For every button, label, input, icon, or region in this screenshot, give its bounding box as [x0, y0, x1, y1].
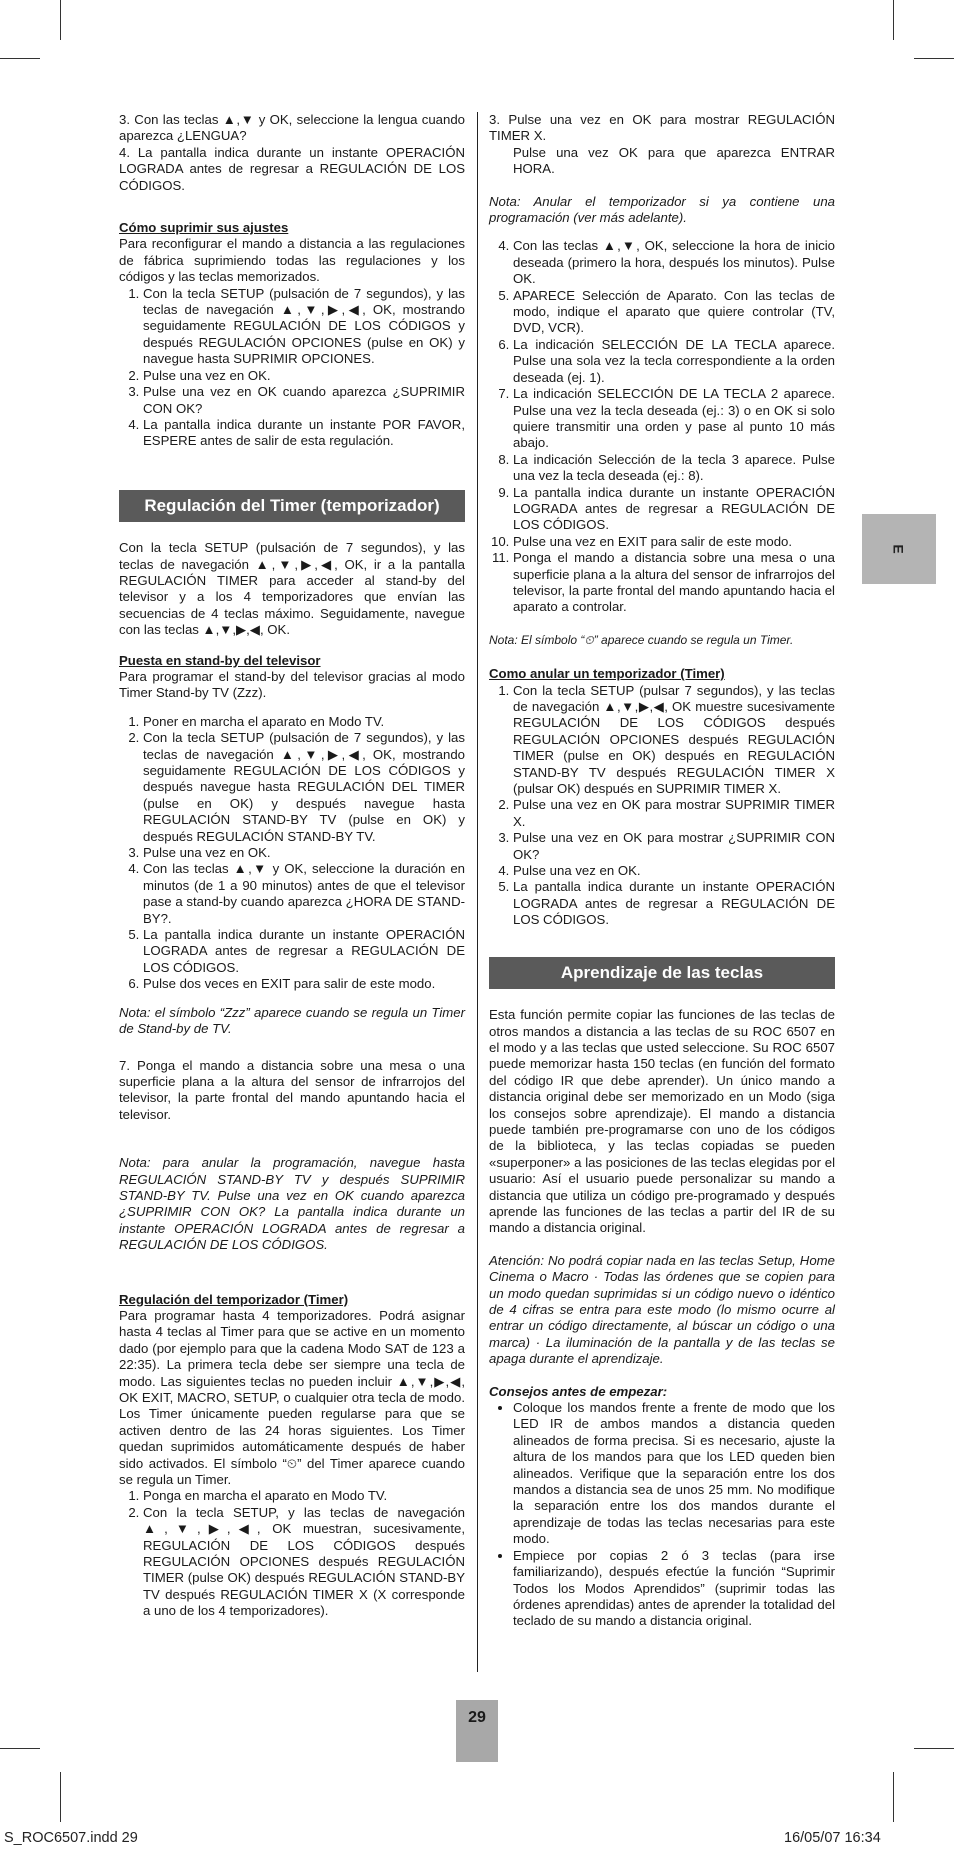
timer-steps — [489, 238, 835, 615]
timer-section-header: Regulación del Timer (temporizador) — [119, 490, 465, 522]
list-item: 4. Pulse una vez en OK. — [513, 863, 835, 879]
crop-mark — [0, 58, 40, 59]
list-item: • Empiece por copias 2 ó 3 teclas (para irse familiarizando), después efectúe la función “Suprimir Todos los Modos Aprendidos” (suprimir todas las órdenes aprendidas) antes de aprender la totalidad del teclado de su mando a distancia original. — [513, 1548, 835, 1630]
list-item: 2. Pulse una vez en OK. — [143, 368, 465, 384]
delete-settings-steps — [119, 286, 465, 450]
list-item: 2. Con la tecla SETUP (pulsación de 7 segundos), y las teclas de navegación ▲,▼,▶,◀, OK, mostrando seguidamente REGULACIÓN DE LOS CÓDIGOS y después navegue hasta REGULACIÓN DEL TIMER (pulse en OK) y después navegue hasta REGULACIÓN STAND-BY TV (pulse en OK) y después REGULACIÓN STAND-BY TV. — [143, 730, 465, 845]
footer-file-name: S_ROC6507.indd 29 — [4, 1830, 138, 1846]
list-item: 3. Pulse una vez en OK cuando aparezca ¿SUPRIMIR CON OK? — [143, 384, 465, 417]
tips-heading: Consejos antes de empezar: — [489, 1383, 668, 1399]
zzz-note: Nota: el símbolo “Zzz” aparece cuando se regula un Timer de Stand-by de TV. — [119, 1004, 465, 1037]
lang-step-4: 4. La pantalla indica durante un instante OPERACIÓN LOGRADA antes de regresar a REGULACIÓN DE LOS CÓDIGOS. — [119, 144, 465, 193]
right-column — [489, 112, 835, 1630]
timer-step-3: 3. Pulse una vez en OK para mostrar REGULACIÓN TIMER X. — [489, 112, 835, 144]
list-item: 1. Con la tecla SETUP (pulsar 7 segundos), y las teclas de navegación ▲,▼,▶,◀, OK muestre sucesivamente REGULACIÓN DE LOS CÓDIGOS después REGULACIÓN OPCIONES después REGULACIÓN TIMER (pulse en OK) después en REGULACIÓN STAND-BY TV después REGULACIÓN TIMER X (pulsar OK) después en SUPRIMIR TIMER X. — [513, 683, 835, 798]
timer-cancel-note: Nota: Anular el temporizador si ya contiene una programación (ver más adelante). — [489, 193, 835, 226]
timer-regulation-intro: Para programar hasta 4 temporizadores. Podrá asignar hasta 4 teclas al Timer para que se active en un momento dado (por ejemplo para que la cadena Modo SAT de 123 a 22:35). La primera tecla debe ser siempre una tecla de modo. Las siguientes teclas no pueden incluir ▲,▼,▶,◀, OK EXIT, MACRO, SETUP, o cualquier otra tecla de modo. Los Timer únicamente pueden regularse para que se activen dentro de las 24 horas siguientes. Los Timer quedan suprimidos automáticamente después de haber sido activados. El símbolo “⏲” del Timer aparece cuando se regula un Timer. — [119, 1307, 465, 1488]
list-item: 2. Con la tecla SETUP, y las teclas de navegación ▲,▼,▶,◀, OK muestran, sucesivamente, REGULACIÓN DE LOS CÓDIGOS después REGULACIÓN OPCIONES después REGULACIÓN TIMER (pulse OK) después REGULACIÓN STAND-BY TV después REGULACIÓN TIMER X (X corresponde a uno de los 4 temporizadores). — [143, 1505, 465, 1620]
timer-step-3-detail: Pulse una vez OK para que aparezca ENTRAR HORA. — [513, 144, 835, 177]
list-item: 8. La indicación Selección de la tecla 3 aparece. Pulse una vez la tecla deseada (ej.: 8). — [513, 452, 835, 485]
learning-section-header: Aprendizaje de las teclas — [489, 957, 835, 989]
list-item: 6. Pulse dos veces en EXIT para salir de este modo. — [143, 976, 465, 992]
list-item: 5. APARECE Selección de Aparato. Con las teclas de modo, indique el aparato que quiere controlar (TV, DVD, VCR). — [513, 288, 835, 337]
language-side-tab — [862, 514, 936, 584]
list-item: 6. La indicación SELECCIÓN DE LA TECLA aparece. Pulse una sola vez la tecla correspondiente a la orden deseada (ej. 1). — [513, 337, 835, 386]
list-item: 5. La pantalla indica durante un instante OPERACIÓN LOGRADA antes de regresar a REGULACIÓN DE LOS CÓDIGOS. — [143, 927, 465, 976]
crop-mark — [60, 0, 61, 40]
list-item: 1. Con la tecla SETUP (pulsación de 7 segundos), y las teclas de navegación ▲,▼,▶,◀, OK, mostrando seguidamente REGULACIÓN DE LOS CÓDIGOS y después REGULACIÓN OPCIONES (pulse en OK) y navegue hasta SUPRIMIR OPCIONES. — [143, 286, 465, 368]
tv-standby-step-7: 7. Ponga el mando a distancia sobre una mesa o una superficie plana a la altura del sensor de infrarrojos del televisor, la parte frontal del mando apuntando hacia el televisor. — [119, 1057, 465, 1122]
left-column — [119, 112, 465, 1620]
list-item: 3. Pulse una vez en OK. — [143, 845, 465, 861]
learning-intro: Esta función permite copiar las funciones de las teclas de otros mandos a distancia a las teclas de su ROC 6507 en el modo y a las teclas que usted seleccione. Su ROC 6507 puede memorizar hasta 150 teclas (en función del formato del código IR que debe aprender). Un único mando a distancia original debe ser memorizado en un Modo (siga los consejos sobre aprendizaje). El mando a distancia puede también pre-programarse con uno de los códigos de la biblioteca, y las teclas copiadas se pueden «superponer» a las posiciones de las teclas elegidas por el usuario: Así el usuario puede personalizar su mando a distancia que utiliza un código pre-programado y después aprende las funciones de las teclas a partir del IR de su mando a distancia original. — [489, 1007, 835, 1236]
list-item: 3. Pulse una vez en OK para mostrar ¿SUPRIMIR CON OK? — [513, 830, 835, 863]
crop-mark — [60, 1772, 61, 1822]
delete-settings-intro: Para reconfigurar el mando a distancia a las regulaciones de fábrica suprimiendo todas las regulaciones y los códigos y las teclas memorizados. — [119, 236, 465, 285]
list-item: 1. Poner en marcha el aparato en Modo TV. — [143, 714, 465, 730]
tv-standby-intro: Para programar el stand-by del televisor gracias al modo Timer Stand-by TV (Zzz). — [119, 668, 465, 701]
list-item: 7. La indicación SELECCIÓN DE LA TECLA 2 aparece. Pulse una vez la tecla deseada (ej.: 3) o en OK si solo quiere transmitir una orden y pase al punto 10 más abajo. — [513, 386, 835, 452]
tips-list — [489, 1400, 835, 1630]
timer-intro: Con la tecla SETUP (pulsación de 7 segundos), y las teclas de navegación ▲,▼,▶,◀, OK, ir a la pantalla REGULACIÓN TIMER para acceder al stand-by del televisor y a los 4 temporizadores que envían las secuencias de 4 teclas máximo. Seguidamente, navegue con las teclas ▲,▼,▶,◀, OK. — [119, 540, 465, 638]
language-tab-label: E — [891, 544, 907, 554]
tv-standby-heading: Puesta en stand-by del televisor — [119, 652, 321, 668]
page-number: 29 — [456, 1700, 498, 1762]
crop-mark — [893, 0, 894, 40]
list-item: • Coloque los mandos frente a frente de modo que los LED IR de ambos mandos a distancia queden alineados de forma precisa. Si es necesario, ajuste la altura de los mandos para que los LED queden bien alineados. Verifique que la separación entre los dos mandos a distancia sea de unos 25 mm. No modifique la separación entre los dos mandos durante el aprendizaje de todas las teclas necesarias para este modo. — [513, 1400, 835, 1548]
delete-settings-heading: Cómo suprimir sus ajustes — [119, 220, 289, 236]
cancel-timer-steps — [489, 683, 835, 929]
list-item: 9. La pantalla indica durante un instante OPERACIÓN LOGRADA antes de regresar a REGULACIÓN DE LOS CÓDIGOS. — [513, 485, 835, 534]
list-item: 4. Con las teclas ▲,▼, OK, seleccione la hora de inicio deseada (primero la hora, después los minutos). Pulse OK. — [513, 238, 835, 287]
crop-mark — [914, 58, 954, 59]
crop-mark — [0, 1748, 40, 1749]
list-item: 4. La pantalla indica durante un instante POR FAVOR, ESPERE antes de salir de esta regulación. — [143, 417, 465, 450]
crop-mark — [893, 1772, 894, 1822]
cancel-standby-note: Nota: para anular la programación, navegue hasta REGULACIÓN STAND-BY TV y después SUPRIMIR STAND-BY TV. Pulse una vez en OK cuando aparezca ¿SUPRIMIR CON OK? La pantalla indica durante un instante OPERACIÓN LOGRADA antes de regresar a REGULACIÓN DE LOS CÓDIGOS. — [119, 1155, 465, 1253]
list-item: 5. La pantalla indica durante un instante OPERACIÓN LOGRADA antes de regresar a REGULACIÓN DE LOS CÓDIGOS. — [513, 879, 835, 928]
tv-standby-steps — [119, 714, 465, 993]
list-item: 2. Pulse una vez en OK para mostrar SUPRIMIR TIMER X. — [513, 797, 835, 830]
footer-date: 16/05/07 16:34 — [784, 1830, 881, 1846]
timer-regulation-heading: Regulación del temporizador (Timer) — [119, 1291, 349, 1307]
attention-note: Atención: No podrá copiar nada en las teclas Setup, Home Cinema o Macro · Todas las órdenes que se copien para un modo quedan suprimidas si un código nuevo o idéntico de 4 cifras se entra para este modo (lo mismo ocurre al entrar un código directamente, al búscar un código o una marca) · La iluminación de la pantalla y de las teclas se apaga durante el aprendizaje. — [489, 1252, 835, 1367]
cancel-timer-heading: Como anular un temporizador (Timer) — [489, 666, 725, 682]
list-item: 11. Ponga el mando a distancia sobre una mesa o una superficie plana a la altura del sensor de infrarrojos del televisor, la parte frontal del mando apuntando hacia el aparato a controlar. — [513, 550, 835, 616]
list-item: 10. Pulse una vez en EXIT para salir de este modo. — [513, 534, 835, 550]
column-divider — [477, 112, 478, 1672]
timer-regulation-steps — [119, 1488, 465, 1619]
list-item: 4. Con las teclas ▲,▼ y OK, seleccione la duración en minutos (de 1 a 90 minutos) antes de que el televisor pase a stand-by cuando aparezca ¿HORA DE STAND-BY?. — [143, 861, 465, 927]
list-item: 1. Ponga en marcha el aparato en Modo TV. — [143, 1488, 465, 1504]
lang-step-3: 3. Con las teclas ▲,▼ y OK, seleccione la lengua cuando aparezca ¿LENGUA? — [119, 112, 465, 144]
timer-symbol-note: Nota: El símbolo “⏲” aparece cuando se regula un Timer. — [489, 632, 794, 647]
crop-mark — [914, 1748, 954, 1749]
